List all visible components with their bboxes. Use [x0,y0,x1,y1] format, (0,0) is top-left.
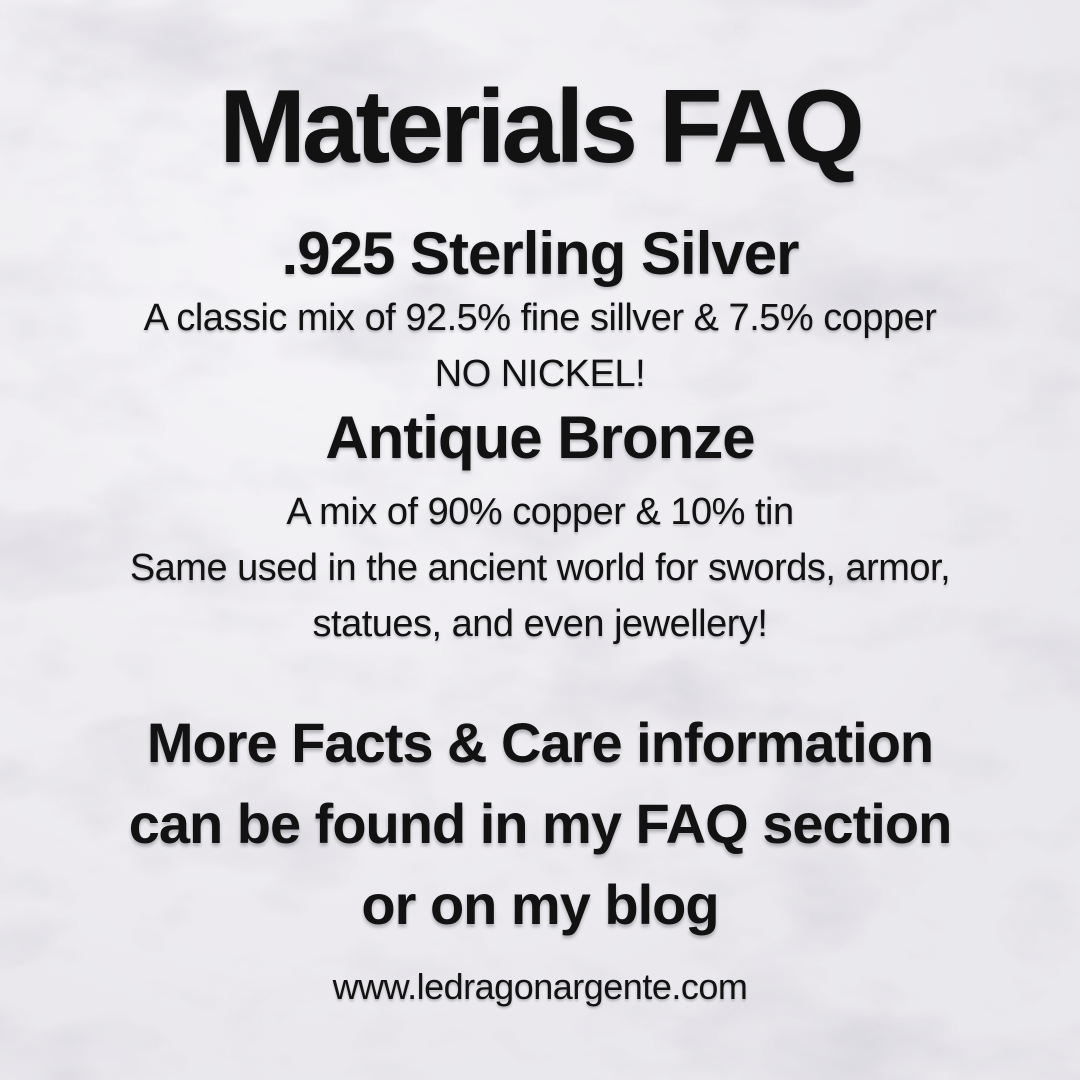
antique-bronze-history-line: Same used in the ancient world for swords, armor, [129,546,951,589]
footer-note-line-3: or on my blog [361,872,719,936]
footer-note-line-2: can be found in my FAQ section [128,791,952,855]
page-title: Materials FAQ [219,69,861,185]
antique-bronze-heading: Antique Bronze [325,403,755,471]
footer-note-line-1: More Facts & Care information [146,710,934,774]
website-url: www.ledragonargente.com [332,965,748,1007]
antique-bronze-composition-line: A mix of 90% copper & 10% tin [286,490,794,533]
sterling-silver-heading: .925 Sterling Silver [281,219,799,287]
sterling-silver-no-nickel-line: NO NICKEL! [434,352,646,395]
sterling-silver-composition-line: A classic mix of 92.5% fine sillver & 7.5% copper [143,296,937,339]
antique-bronze-history-line-2: statues, and even jewellery! [312,602,768,645]
